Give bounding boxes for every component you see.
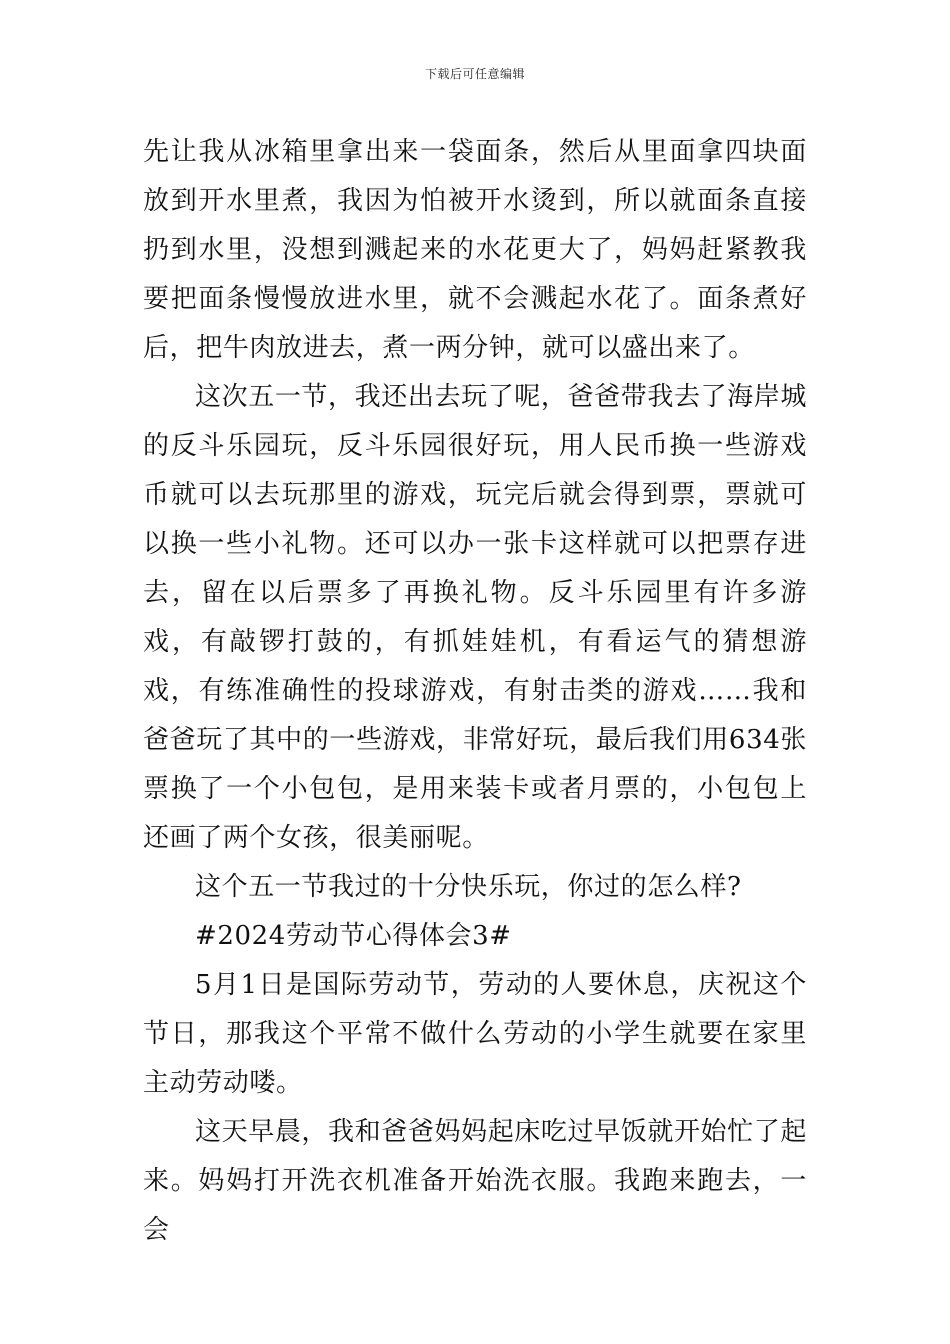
- paragraph: 这次五一节，我还出去玩了呢，爸爸带我去了海岸城的反斗乐园玩，反斗乐园很好玩，用人民币换一些游戏币就可以去玩那里的游戏，玩完后就会得到票，票就可以换一些小礼物。还可以办一张卡这样就可以把票存进去，留在以后票多了再换礼物。反斗乐园里有许多游戏，有敲锣打鼓的，有抓娃娃机，有看运气的猜想游戏，有练准确性的投球游戏，有射击类的游戏……我和爸爸玩了其中的一些游戏，非常好玩，最后我们用634张票换了一个小包包，是用来装卡或者月票的，小包包上还画了两个女孩，很美丽呢。: [143, 382, 807, 853]
- page-header: 下载后可任意编辑: [424, 67, 525, 81]
- paragraph: 这个五一节我过的十分快乐玩，你过的怎么样?: [195, 872, 742, 902]
- paragraph: 这天早晨，我和爸爸妈妈起床吃过早饭就开始忙了起来。妈妈打开洗衣机准备开始洗衣服。我跑来跑去，一会: [143, 1117, 807, 1245]
- paragraph: 5月1日是国际劳动节，劳动的人要休息，庆祝这个节日，那我这个平常不做什么劳动的小学生就要在家里主动劳动喽。: [143, 970, 807, 1098]
- document-body: [143, 128, 807, 1255]
- paragraph-continuation: 先让我从冰箱里拿出来一袋面条，然后从里面拿四块面放到开水里煮，我因为怕被开水烫到，所以就面条直接扔到水里，没想到溅起来的水花更大了，妈妈赶紧教我要把面条慢慢放进水里，就不会溅起水花了。面条煮好后，把牛肉放进去，煮一两分钟，就可以盛出来了。: [143, 137, 807, 363]
- section-heading: #2024劳动节心得体会3#: [195, 921, 512, 951]
